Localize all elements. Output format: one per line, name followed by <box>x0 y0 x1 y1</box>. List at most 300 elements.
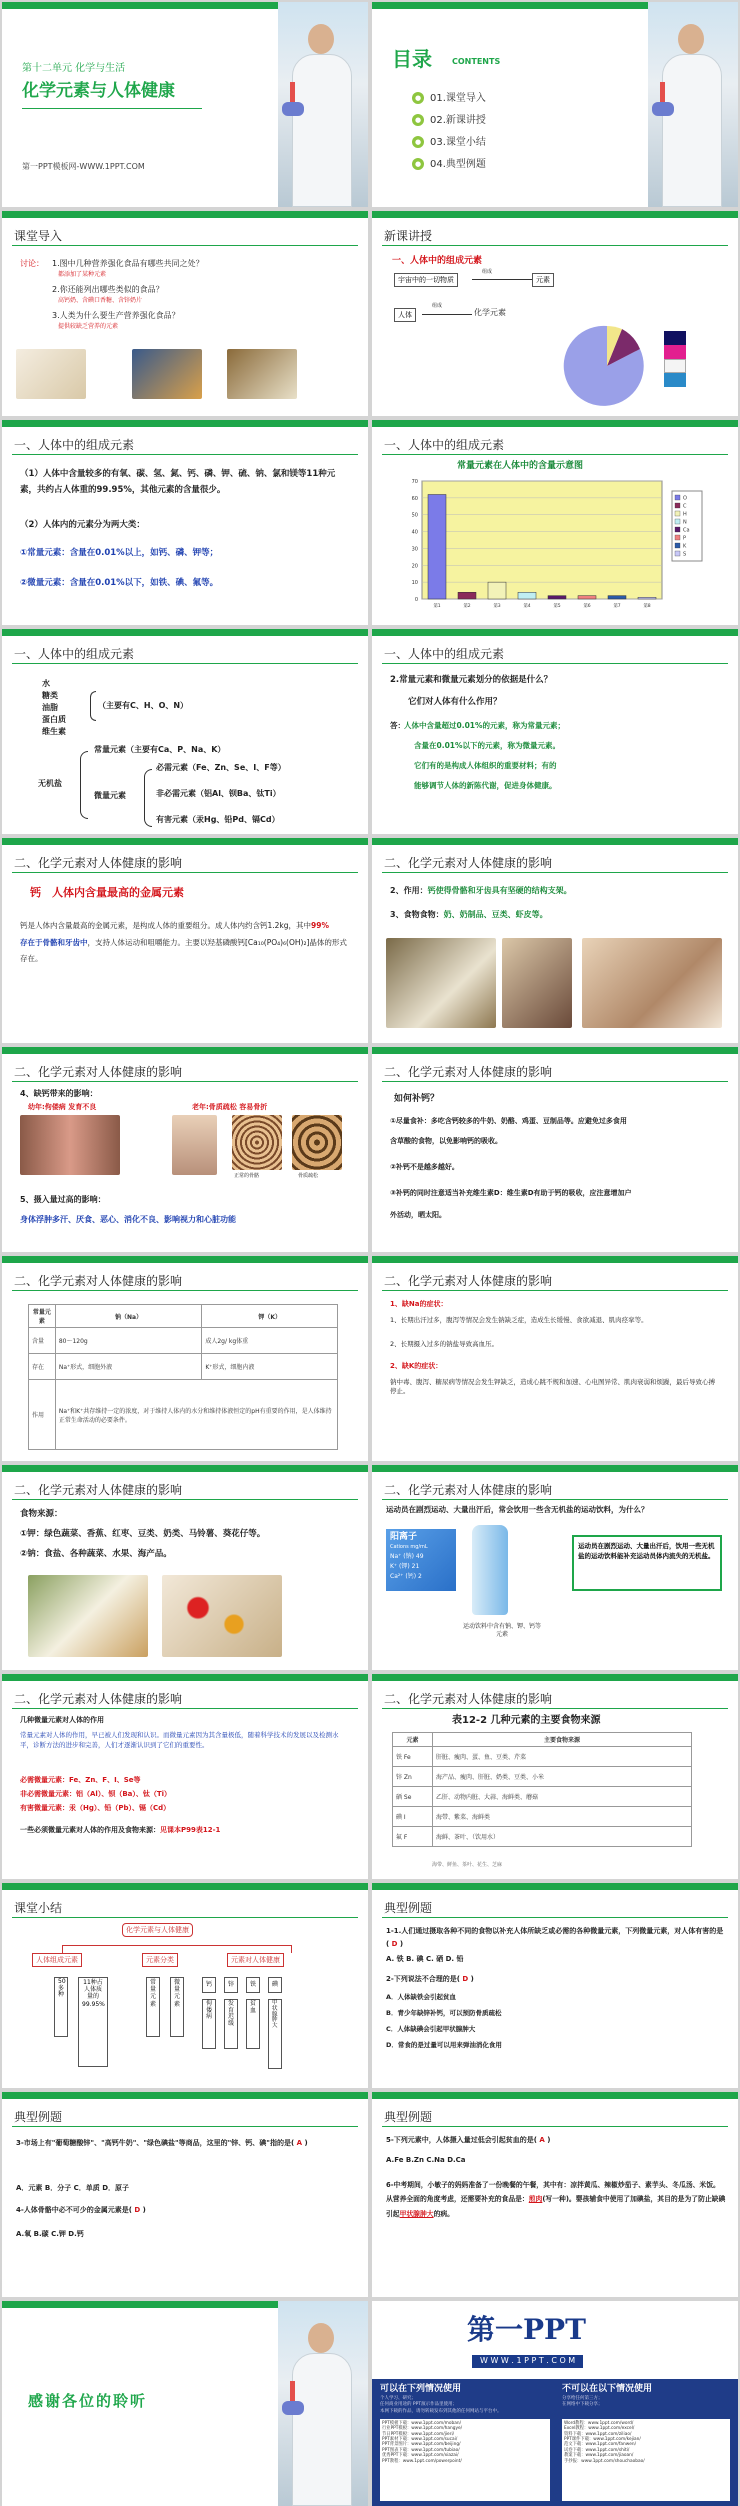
bar <box>638 597 656 599</box>
link[interactable]: PPT图表下载：www.1ppt.com/tubiao/ <box>382 2447 460 2453</box>
bracket <box>144 769 152 827</box>
table-footer: 海带、鲜鱼、茶叶、花生、芝麻 <box>432 1862 503 1868</box>
legend-swatch <box>675 527 680 532</box>
legend-label: O <box>683 495 687 502</box>
legend-swatch <box>675 495 680 500</box>
answer: D <box>134 2206 141 2214</box>
y-tick-label: 40 <box>411 529 418 536</box>
bottle-image <box>472 1525 508 1615</box>
legend-swatch <box>664 373 686 387</box>
section-heading: 一、人体中的组成元素 <box>392 256 483 266</box>
cannot-heading: 不可以在以下情况使用 <box>562 2384 653 2394</box>
paren: ) <box>470 1975 474 1983</box>
legend-swatch <box>675 519 680 524</box>
bar <box>428 494 446 599</box>
bullet-icon: ● <box>412 92 424 104</box>
tip: ①尽量食补：多吃含钙较多的牛奶、奶酪、鸡蛋、豆制品等。应避免过多食用 <box>390 1117 627 1125</box>
slide-copyright[interactable] <box>372 2301 738 2506</box>
arrow <box>472 279 532 280</box>
options: A．元素 B．分子 C．单质 D．原子 <box>16 2184 130 2192</box>
tip: ③补钙的同时注意适当补充维生素D：维生素D有助于钙的吸收，应注意增加户 <box>390 1189 632 1197</box>
header-line <box>382 1499 728 1500</box>
link[interactable]: 行业PPT模板：www.1ppt.com/hangye/ <box>382 2426 463 2432</box>
table-header: 元素 <box>393 1733 433 1747</box>
paren: ) <box>142 2206 146 2214</box>
k-text: 钠中毒、腹泻、糖尿病等情况会发生钾缺乏，造成心跳不规和加速、心电图异常、肌肉衰弱和烦躁，最后导致心搏停止。 <box>390 1378 715 1395</box>
contents-item[interactable]: 04.典型例题 <box>430 159 486 170</box>
mindmap-leaf: 贫血 <box>246 1999 260 2049</box>
food-text: 奶、奶制品、豆类、虾皮等。 <box>443 910 548 919</box>
header-line <box>382 2126 728 2127</box>
drink-caption: 运动饮料中含有钠、钾、钙等元素 <box>462 1623 541 1639</box>
tip: 含草酸的食物，以免影响钙的吸收。 <box>390 1137 502 1145</box>
slide-header: 二、化学元素对人体健康的影响 <box>14 856 183 870</box>
header-line <box>12 1917 358 1918</box>
question: 如何补钙？ <box>394 1094 440 1104</box>
link[interactable]: PPT模板下载：www.1ppt.com/moban/ <box>382 2421 462 2426</box>
question: (写一种)。婴孩辅食中使用了加碘盐，其目的是为了防止缺碘引起 <box>386 2195 726 2218</box>
can-item: 个人学习、研究； <box>380 2396 416 2401</box>
slide-header: 课堂小结 <box>14 1901 63 1915</box>
option: A．人体缺铁会引起贫血 <box>386 1993 457 2001</box>
slide-header: 新课讲授 <box>384 229 433 243</box>
tip: 外活动，晒太阳。 <box>390 1211 446 1219</box>
slide-na-k-table[interactable] <box>2 1256 368 1461</box>
link[interactable]: 资料下载：www.1ppt.com/ziliao/ <box>564 2431 632 2437</box>
na-text: 2、长期摄入过多的钠盐导致高血压。 <box>390 1340 499 1348</box>
link[interactable]: PPT课件下载：www.1ppt.com/kejian/ <box>564 2437 641 2443</box>
options: A.氧 B.碳 C.钾 D.钙 <box>16 2230 84 2238</box>
answer-box: 运动员在剧烈运动、大量出汗后，饮用一些无机盐的运动饮料能补充运动员体内流失的无机盐。 <box>572 1535 722 1591</box>
y-tick-label: 50 <box>411 512 418 519</box>
question-2: 2.你还能列出哪些类似的食品？ <box>52 285 164 294</box>
legend-swatch <box>664 345 686 359</box>
bullet-icon: ● <box>412 158 424 170</box>
slide-header: 一、人体中的组成元素 <box>384 647 505 661</box>
links-left <box>380 2419 550 2501</box>
bar <box>518 592 536 599</box>
table-header: 钾（K） <box>202 1305 338 1328</box>
slide-new-lesson[interactable] <box>372 211 738 416</box>
y-tick-label: 30 <box>411 546 418 553</box>
slide-title[interactable] <box>2 2 368 207</box>
legs-photo <box>20 1115 120 1175</box>
slide-header: 二、化学元素对人体健康的影响 <box>14 1274 183 1288</box>
trace-note: 一些必须微量元素对人体的作用及食物来源： <box>20 1826 160 1834</box>
food-photo <box>502 938 572 1028</box>
young-label: 幼年:佝偻病 发育不良 <box>28 1103 97 1111</box>
link[interactable]: 范文下载：www.1ppt.com/fanwen/ <box>564 2442 637 2448</box>
bar <box>608 596 626 599</box>
table-header: 主要食物来源 <box>433 1733 692 1747</box>
node: 无机盐 <box>38 779 62 788</box>
mindmap-branch: 元素分类 <box>142 1953 178 1967</box>
na-k-table <box>28 1304 338 1450</box>
arrow <box>422 314 472 315</box>
normal-bone-photo <box>232 1115 282 1170</box>
header-line <box>382 1081 728 1082</box>
link[interactable]: 优秀PPT下载：www.1ppt.com/xiazai/ <box>382 2453 459 2459</box>
slide-header: 典型例题 <box>384 2110 433 2124</box>
option: B．青少年缺锌补钙，可以预防骨质疏松 <box>386 2009 502 2017</box>
body-box: 人体 <box>394 308 416 322</box>
food-photo <box>227 349 297 399</box>
food-photo <box>582 938 722 1028</box>
matter-box: 宇宙中的一切物质 <box>394 273 458 287</box>
percent: 99% <box>311 921 329 930</box>
slide-sports-drink[interactable] <box>372 1465 738 1670</box>
question: 的病。 <box>433 2209 454 2218</box>
slide-header: 二、化学元素对人体健康的影响 <box>384 1483 553 1497</box>
table-cell: Na⁺形式，细胞外液 <box>55 1354 201 1380</box>
node: 非必需元素（铝Al、钡Ba、钛Ti） <box>156 789 281 798</box>
legend-box <box>672 491 702 561</box>
slide-summary[interactable] <box>2 1883 368 2088</box>
logo-url: W W W . 1 P P T . C O M <box>472 2355 583 2368</box>
legend-swatch <box>675 511 680 516</box>
header-line <box>382 1917 728 1918</box>
options: A. 铁 B. 碘 C. 硒 D. 铅 <box>386 1955 464 1963</box>
paren: ) <box>399 1939 404 1948</box>
node: 维生素 <box>42 727 66 736</box>
answer-label: 答： <box>390 721 405 730</box>
table-header: 常量元素 <box>29 1305 56 1328</box>
answer-line: 能够调节人体的新陈代谢，促进身体健康。 <box>414 781 557 790</box>
paren: ) <box>304 2139 308 2147</box>
x-tick-label: 第6 <box>583 604 591 609</box>
caption: 正常的骨骼 <box>234 1173 260 1179</box>
header-line <box>382 1708 728 1709</box>
pie-chart <box>562 321 652 411</box>
y-tick-label: 0 <box>414 597 418 603</box>
contents-sub: CONTENTS <box>452 57 501 66</box>
top-bar <box>372 420 738 427</box>
slide-header: 二、化学元素对人体健康的影响 <box>384 1274 553 1288</box>
ion-sub: Cations mg/mL <box>390 1544 428 1550</box>
node: 水 <box>42 679 50 688</box>
table-cell: 海鲜、茶叶、（饮用水） <box>433 1827 692 1847</box>
logo-area <box>372 2301 738 2379</box>
x-tick-label: 第7 <box>613 604 621 609</box>
options: A.Fe B.Zn C.Na D.Ca <box>386 2156 466 2164</box>
answer: 煎肉 <box>528 2195 543 2204</box>
question-3: 3.人类为什么要生产营养强化食品？ <box>52 311 180 320</box>
slide-header: 一、人体中的组成元素 <box>14 647 135 661</box>
tip: ②补钙不是越多越好。 <box>390 1163 459 1171</box>
table-cell: 成人2g/ kg体重 <box>202 1328 338 1354</box>
paragraph: （1）人体中含量较多的有氧、碳、氢、氮、钙、磷、钾、硫、钠、氯和镁等11种元素，共约占人体重的99.95%，其他元素的含量很少。 <box>20 469 336 496</box>
top-bar <box>2 1883 368 1890</box>
x-tick-label: 第4 <box>523 604 531 609</box>
table-cell: 作用 <box>29 1380 56 1450</box>
excess-title: 5、摄入量过高的影响： <box>20 1195 106 1204</box>
top-bar <box>372 1047 738 1054</box>
slide-header: 二、化学元素对人体健康的影响 <box>14 1483 183 1497</box>
mindmap-leaf: 常量元素 <box>146 1977 160 2037</box>
na-source: ②钠：食盐、各种蔬菜、水果、海产品。 <box>20 1549 172 1559</box>
slide-calcium-role[interactable] <box>372 838 738 1043</box>
contents-title: 目录 <box>392 47 432 71</box>
ion: 21 <box>411 1563 420 1570</box>
table-cell: 海产品、瘦肉、肝脏、奶类、豆类、小米 <box>433 1767 692 1787</box>
header-line <box>12 2126 358 2127</box>
slide-calcium[interactable] <box>2 838 368 1043</box>
mindmap-root: 化学元素与人体健康 <box>122 1923 193 1937</box>
top-bar <box>372 1256 738 1263</box>
arrow-label: 组成 <box>482 269 493 275</box>
table-cell: 含量 <box>29 1328 56 1354</box>
links-right <box>562 2419 730 2501</box>
chem-element-label: 化学元素 <box>474 308 506 317</box>
k-source: ①钾：绿色蔬菜、香蕉、红枣、豆类、奶类、马铃薯、葵花仔等。 <box>20 1529 266 1539</box>
paragraph: （2）人体内的元素分为两大类： <box>20 520 145 530</box>
na-heading: 1、缺Na的症状： <box>390 1300 448 1308</box>
legend-swatch <box>675 543 680 548</box>
table-cell: 80～120g <box>55 1328 201 1354</box>
ion-panel <box>386 1529 456 1591</box>
y-tick-label: 20 <box>411 563 418 570</box>
header-line <box>382 454 728 455</box>
legend-label: K <box>683 543 687 550</box>
bar <box>548 596 566 599</box>
mindmap-leaf: 锌 <box>224 1977 238 1993</box>
mindmap-leaf: 佝偻病 <box>202 1999 216 2049</box>
emphasis: 存在于骨骼和牙齿中 <box>20 937 88 947</box>
answer: A <box>296 2139 303 2147</box>
link[interactable]: 手抄报：www.1ppt.com/shouchaobao/ <box>564 2458 645 2464</box>
link[interactable]: PPT教程：www.1ppt.com/powerpoint/ <box>382 2458 462 2464</box>
slide-example-1[interactable] <box>372 1883 738 2088</box>
table-cell: 肝脏、瘦肉、蛋、鱼、豆类、芹菜 <box>433 1747 692 1767</box>
food-label: 3、食物食物： <box>390 910 444 919</box>
bar <box>488 582 506 599</box>
textbook-ref: 见课本P99表12-1 <box>160 1826 221 1834</box>
slide-thanks[interactable] <box>2 2301 368 2506</box>
top-bar <box>372 838 738 845</box>
node: 蛋白质 <box>42 715 66 724</box>
top-bar <box>2 2092 368 2099</box>
mindmap-leaf: 微量元素 <box>170 1977 184 2037</box>
paragraph: 钙是人体内含量最高的金属元素，是构成人体的重要组分。成人体内约含钙1.2kg，其中 <box>20 921 312 930</box>
link[interactable]: Word教程：www.1ppt.com/word/ <box>564 2421 634 2426</box>
question: 运动员在剧烈运动、大量出汗后，常会饮用一些含无机盐的运动饮料，为什么？ <box>386 1505 649 1514</box>
calcium-label: 钙 <box>30 886 41 899</box>
bar-chart <box>392 475 712 620</box>
slide-supplement[interactable] <box>372 1047 738 1252</box>
header-line <box>12 1499 358 1500</box>
table-title: 表12-2 几种元素的主要食物来源 <box>452 1715 601 1726</box>
top-bar <box>2 1256 368 1263</box>
header-line <box>12 1708 358 1709</box>
scientist-image <box>648 2 738 207</box>
role-label: 2、作用： <box>390 886 428 895</box>
table-cell: K⁺形式，细胞内液 <box>202 1354 338 1380</box>
slide-header: 二、化学元素对人体健康的影响 <box>14 1065 183 1079</box>
slide-contents[interactable] <box>372 2 738 207</box>
node: 糖类 <box>42 691 58 700</box>
header-line <box>382 872 728 873</box>
slide-deficiency[interactable] <box>2 1047 368 1252</box>
y-tick-label: 60 <box>411 495 418 502</box>
slide-na-k-symptoms[interactable] <box>372 1256 738 1461</box>
slide-header: 课堂导入 <box>14 229 63 243</box>
link[interactable]: 试卷下载：www.1ppt.com/shiti/ <box>564 2447 630 2453</box>
trace-paragraph: 常量元素对人体的作用，早已被人们发现和认识。而微量元素因为其含量极低，随着科学技术的发展以及检测水平，诊断方法的进步和完善，人们才逐渐认识到了它们的重要性。 <box>20 1731 339 1750</box>
header-line <box>12 1081 358 1082</box>
header-line <box>12 663 358 664</box>
food-title: 食物来源： <box>20 1509 63 1519</box>
slide-header: 一、人体中的组成元素 <box>384 438 505 452</box>
chart-title: 常量元素在人体中的含量示意图 <box>457 461 584 471</box>
contents-item[interactable]: 01.课堂导入 <box>430 93 486 104</box>
excess-text: 身体浮肿多汗、厌食、恶心、消化不良、影响视力和心脏功能 <box>20 1215 236 1224</box>
bullet-icon: ● <box>412 114 424 126</box>
answer: D <box>462 1975 469 1983</box>
legend-label: N <box>683 519 687 526</box>
slide-food-sources[interactable] <box>2 1465 368 1670</box>
food-photo <box>16 349 86 399</box>
mindmap-leaf: 碘 <box>268 1977 282 1993</box>
node: （主要有C、H、O、N） <box>98 701 189 710</box>
trace-title: 几种微量元素对人体的作用 <box>20 1716 104 1724</box>
ion: Na⁺ <box>390 1553 402 1560</box>
answer: D <box>391 1939 398 1948</box>
top-bar <box>2 211 368 218</box>
table-cell: 锌 Zn <box>393 1767 433 1787</box>
slide-composition[interactable] <box>2 420 368 625</box>
answer-2: 高钙奶、含碘口香糖、含锌奶片 <box>58 297 143 304</box>
top-bar <box>372 2092 738 2099</box>
bar <box>578 596 596 599</box>
slide-basis[interactable] <box>372 629 738 834</box>
slide-food-table[interactable] <box>372 1674 738 1879</box>
table-cell: 海带、紫菜、海鲜类 <box>433 1807 692 1827</box>
slide-header: 一、人体中的组成元素 <box>14 438 135 452</box>
title-divider <box>22 108 202 109</box>
answer-3: 提供较缺乏营养的元素 <box>58 323 119 330</box>
cannot-item: 在网络中下载分享； <box>562 2402 603 2408</box>
header-line <box>12 454 358 455</box>
question: 1-1.人们通过摄取各种不同的食物以补充人体所缺乏或必需的各种微量元素，下列微量元素，对人体有害的是( <box>386 1927 724 1948</box>
link[interactable]: Excel教程：www.1ppt.com/excel/ <box>564 2426 635 2432</box>
header-line <box>12 1290 358 1291</box>
mindmap-branch: 人体组成元素 <box>32 1953 82 1967</box>
x-tick-label: 第2 <box>463 604 471 609</box>
answer-line: 它们有的是构成人体组织的重要材料；有的 <box>414 761 557 770</box>
y-tick-label: 10 <box>411 580 418 587</box>
y-tick-label: 70 <box>411 479 418 485</box>
can-item: 本网下载的作品，请勿转载发布到其他的任何网站与平台中。 <box>380 2408 502 2414</box>
milk-photo <box>386 938 496 1028</box>
bracket <box>80 751 88 819</box>
x-tick-label: 第1 <box>433 604 441 609</box>
link[interactable]: PPT素材下载：www.1ppt.com/sucai/ <box>382 2437 458 2443</box>
info-panel <box>372 2379 738 2506</box>
slide-tree[interactable] <box>2 629 368 834</box>
link[interactable]: 节日PPT模板：www.1ppt.com/jieri/ <box>382 2431 455 2437</box>
header-line <box>12 245 358 246</box>
discuss-label: 讨论： <box>20 259 44 268</box>
node: 必需元素（Fe、Zn、Se、I、F等） <box>156 763 286 772</box>
spine-photo <box>172 1115 217 1175</box>
question: 4-人体骨骼中必不可少的金属元素是( <box>16 2206 132 2214</box>
legend-swatch <box>664 331 686 345</box>
legend-swatch <box>664 359 686 373</box>
option: C．人体缺碘会引起甲状腺肿大 <box>386 2025 476 2033</box>
slide-intro[interactable] <box>2 211 368 416</box>
contents-item[interactable]: 02.新课讲授 <box>430 115 486 126</box>
role-text: 钙使得骨骼和牙齿具有坚硬的结构支架。 <box>427 886 572 895</box>
x-tick-label: 第3 <box>493 604 501 609</box>
top-bar <box>2 1047 368 1054</box>
top-bar <box>2 420 368 427</box>
mindmap-leaf: 发育迟缓 <box>224 1999 238 2049</box>
header-line <box>382 245 728 246</box>
trace-list: 有害微量元素：汞（Hg）、铅（Pb）、镉（Cd） <box>20 1804 171 1812</box>
bracket <box>90 691 96 721</box>
table-cell: Na⁺和K⁺共存维持一定的浓度，对于维持人体内的水分和维持体液恒定的pH有重要的作用，是人体维持正常生命活动的必要条件。 <box>55 1380 337 1450</box>
trace-list: 非必需微量元素：铝（Al）、钡（Ba）、钛（Ti） <box>20 1790 172 1798</box>
slide-header: 二、化学元素对人体健康的影响 <box>384 1692 553 1706</box>
answer: 甲状腺肿大 <box>399 2209 434 2218</box>
legend-label: H <box>683 511 687 518</box>
table-cell: 铁 Fe <box>393 1747 433 1767</box>
ion: Ca²⁺ <box>390 1573 404 1580</box>
slide-example-2[interactable] <box>2 2092 368 2297</box>
ion: 2 <box>417 1573 422 1580</box>
porous-bone-photo <box>292 1115 342 1170</box>
table-cell: 硒 Se <box>393 1787 433 1807</box>
top-bar <box>372 629 738 636</box>
slide-example-3[interactable] <box>372 2092 738 2297</box>
top-bar <box>372 1465 738 1472</box>
node: 微量元素 <box>94 791 126 800</box>
paren: ) <box>547 2136 551 2144</box>
slide-header: 二、化学元素对人体健康的影响 <box>384 856 553 870</box>
can-item: 任何商业用途的 PPT演示作品里使用； <box>380 2402 458 2408</box>
site-label: 第一PPT模板网-WWW.1PPT.COM <box>22 162 145 171</box>
unit-label: 第十二单元 化学与生活 <box>22 63 126 74</box>
paragraph: ①常量元素：含量在0.01%以上，如钙、磷、钾等； <box>20 548 219 558</box>
question-1: 1.图中几种营养强化食品有哪些共同之处？ <box>52 259 204 268</box>
fruit-photo <box>162 1575 282 1657</box>
link[interactable]: 教案下载：www.1ppt.com/jiaoan/ <box>564 2453 634 2459</box>
question: 6-中考期间，小敏子的妈妈准备了一份晚餐的午餐，其中有：凉拌黄瓜、辣椒炒茄子、素芋头、冬瓜汤、米饭。从营养全面的角度考虑，还需要补充的食品是： <box>386 2181 720 2204</box>
thanks-text: 感谢各位的聆听 <box>28 2392 148 2410</box>
legend-swatch <box>675 535 680 540</box>
slide-header: 典型例题 <box>384 1901 433 1915</box>
ion: (钙) <box>405 1573 417 1580</box>
question: 5-下列元素中，人体摄入量过低会引起贫血的是( <box>386 2136 537 2144</box>
contents-item[interactable]: 03.课堂小结 <box>430 137 486 148</box>
x-tick-label: 第8 <box>643 604 651 609</box>
top-bar <box>2 1465 368 1472</box>
slide-trace-elements[interactable] <box>2 1674 368 1879</box>
top-bar <box>2 629 368 636</box>
node: 有害元素（汞Hg、铅Pd、镉Cd） <box>156 815 280 824</box>
legend-label: P <box>683 535 687 542</box>
link[interactable]: PPT背景图片：www.1ppt.com/beijing/ <box>382 2442 461 2448</box>
table-cell: 氟 F <box>393 1827 433 1847</box>
top-bar <box>372 1883 738 1890</box>
header-line <box>382 1290 728 1291</box>
ion: (钾) <box>399 1563 410 1570</box>
x-tick-label: 第5 <box>553 604 561 609</box>
trace-list: 必需微量元素：Fe、Zn、F、I、Se等 <box>20 1776 141 1784</box>
slide-chart[interactable] <box>372 420 738 625</box>
mindmap-branch: 元素对人体健康 <box>227 1953 284 1967</box>
cannot-item: 分享给任何第三方； <box>562 2396 603 2401</box>
